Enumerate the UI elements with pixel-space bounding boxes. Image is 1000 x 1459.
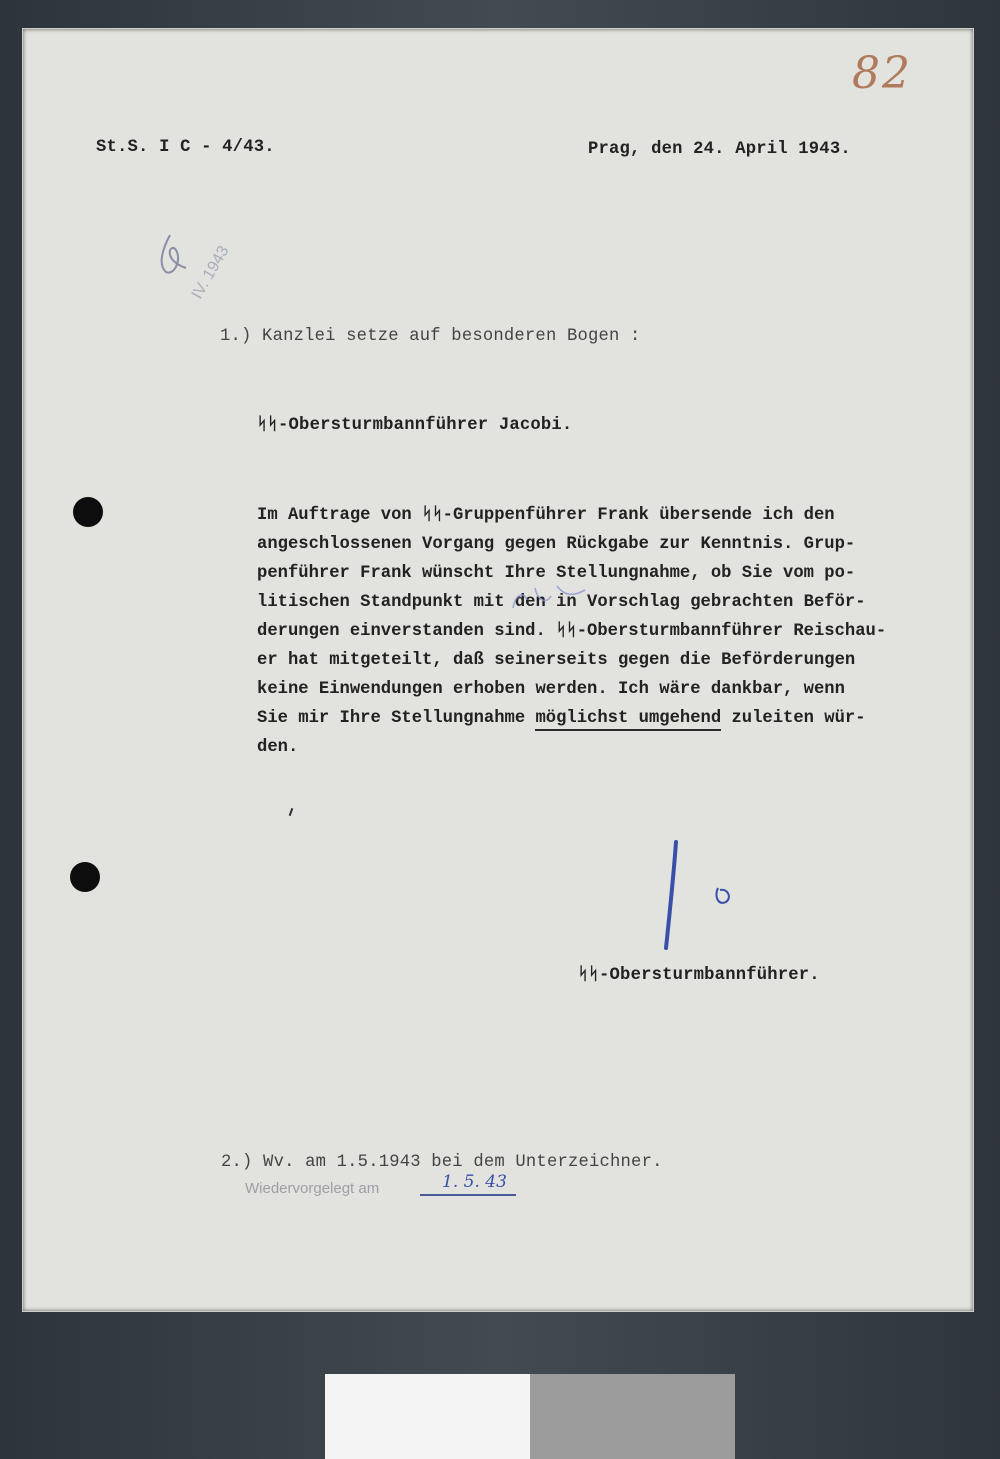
pencil-page-number: 82: [852, 48, 912, 99]
handwritten-signature: [640, 830, 750, 955]
item-1-instruction: 1.) Kanzlei setze auf besonderen Bogen :: [220, 327, 641, 346]
body-line-part: zuleiten wür-: [721, 709, 866, 728]
body-line: derungen einverstanden sind. ᛋᛋ-Obersturmbannführer Reischau-: [257, 622, 887, 641]
place-and-date: Prag, den 24. April 1943.: [588, 140, 851, 159]
letter-body: [257, 501, 957, 762]
stamp-date-handwritten: [420, 1172, 516, 1196]
body-line: angeschlossenen Vorgang gegen Rückgabe zur Kenntnis. Grup-: [257, 535, 856, 554]
pencil-date-fragment: IV. 1943: [188, 243, 233, 302]
scan-strip-gray: [530, 1374, 735, 1459]
blue-pencil-scribble: [505, 578, 595, 618]
body-line: litischen Standpunkt mit den in Vorschlag gebrachten Beför-: [257, 593, 866, 612]
body-line-part: Sie mir Ihre Stellungnahme: [257, 709, 536, 728]
body-line: Im Auftrage von ᛋᛋ-Gruppenführer Frank übersende ich den: [257, 506, 835, 525]
body-line: keine Einwendungen erhoben werden. Ich wäre dankbar, wenn: [257, 680, 845, 699]
item-2-instruction: 2.) Wv. am 1.5.1943 bei dem Unterzeichner.: [221, 1153, 663, 1172]
pencil-annotation-mark: [140, 210, 280, 320]
resubmission-stamp: Wiedervorgelegt am: [245, 1180, 380, 1197]
document-reference: St.S. I C - 4/43.: [96, 138, 275, 157]
addressee-line: ᛋᛋ-Obersturmbannführer Jacobi.: [257, 416, 573, 435]
punch-hole-top: [73, 497, 103, 527]
body-line: penführer Frank wünscht Ihre Stellungnahme, ob Sie vom po-: [257, 564, 856, 583]
body-line: er hat mitgeteilt, daß seinerseits gegen die Beförderungen: [257, 651, 856, 670]
body-line-with-emphasis: [257, 704, 957, 733]
punch-hole-bottom: [70, 862, 100, 892]
body-line: den.: [257, 738, 299, 757]
scan-strip-white: [325, 1374, 530, 1459]
stamp-date: 1. 5. 43: [442, 1172, 507, 1192]
underlined-phrase: möglichst umgehend: [535, 709, 721, 731]
signature-title: ᛋᛋ-Obersturmbannführer.: [578, 966, 820, 985]
